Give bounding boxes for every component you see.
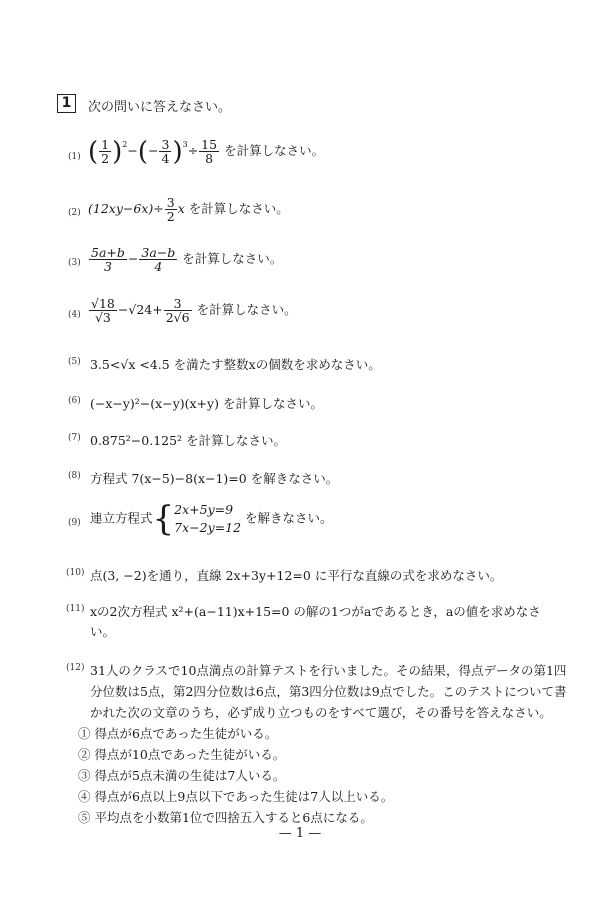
q12-option-2: ② 得点が10点であった生徒がいる。 — [78, 747, 286, 762]
q1-instruction: を計算しなさい。 — [224, 143, 325, 158]
q5-number: (5) — [68, 357, 81, 367]
q4-expression: $\frac{√18}{√3}$ −√24+ $\frac{3}{2√6}$ を計算しなさい。 — [91, 296, 297, 325]
q12-option-1: ① 得点が6点であった生徒がいる。 — [78, 726, 278, 741]
q1-number: (1) — [68, 152, 81, 162]
q12-line1: 31人のクラスで10点満点の計算テストを行いました。その結果，得点データの第1四 — [90, 663, 567, 678]
q12-number: (12) — [66, 663, 85, 673]
q2-expression: (12xy−6x)÷ $\frac{3}{2}$ x を計算しなさい。 — [88, 195, 289, 224]
q2-instruction: を計算しなさい。 — [188, 201, 289, 216]
q3-number: (3) — [68, 258, 81, 268]
q12-option-3: ③ 得点が5点未満の生徒は7人いる。 — [78, 768, 286, 783]
q12-line3: かれた次の文章のうち，必ず成り立つものをすべて選び，その番号を答えなさい。 — [90, 705, 552, 720]
q8-number: (8) — [68, 471, 81, 481]
q9-eq1: 2x+5y=9 — [174, 502, 234, 517]
q9-number: (9) — [68, 518, 81, 528]
q6-number: (6) — [68, 396, 81, 406]
q7-text: 0.875²−0.125² を計算しなさい。 — [90, 433, 287, 448]
q3-instruction: を計算しなさい。 — [182, 251, 283, 266]
q11-number: (11) — [66, 604, 85, 614]
q1-expression: ( $\frac{1}{2}$ )$^2$−(− $\frac{3}{4}$ )$^3$÷ $\frac{15}{8}$ を計算しなさい。 — [88, 136, 325, 167]
q9-expression: 連立方程式{ 2x+5y=9 7x−2y=12 を解きなさい。 — [90, 499, 333, 539]
q6-text: (−x−y)²−(x−y)(x+y) を計算しなさい。 — [90, 396, 323, 411]
section-instruction: 次の問いに答えなさい。 — [88, 100, 232, 115]
q8-text: 方程式 7(x−5)−8(x−1)=0 を解きなさい。 — [90, 471, 339, 486]
q4-number: (4) — [68, 310, 81, 320]
q4-instruction: を計算しなさい。 — [196, 302, 297, 317]
q11-line1: xの2次方程式 x²+(a−11)x+15=0 の解の1つがaであるとき，aの値を求めなさ — [90, 604, 541, 619]
q9-instruction: を解きなさい。 — [245, 510, 333, 526]
q12-line2: 分位数は5点，第2四分位数は6点，第3四分位数は9点でした。このテストについて書 — [90, 684, 567, 699]
page-number: — 1 — — [278, 826, 322, 841]
q2-number: (2) — [68, 208, 81, 218]
q11-line2: い。 — [90, 624, 116, 639]
q3-expression: $\frac{5a+b}{3}$ − $\frac{3a-b}{4}$ を計算しなさい。 — [91, 245, 283, 274]
q10-number: (10) — [66, 568, 85, 578]
q9-eq2: 7x−2y=12 — [174, 520, 242, 535]
q12-option-5: ⑤ 平均点を小数第1位で四捨五入すると6点になる。 — [78, 810, 373, 825]
q7-number: (7) — [68, 433, 81, 443]
question-number-box: 1 — [57, 94, 76, 113]
q12-option-4: ④ 得点が6点以上9点以下であった生徒は7人以上いる。 — [78, 789, 394, 804]
q10-text: 点(3, −2)を通り，直線 2x+3y+12=0 に平行な直線の式を求めなさい。 — [90, 568, 503, 583]
q5-text: 3.5<√x <4.5 を満たす整数xの個数を求めなさい。 — [90, 357, 381, 372]
